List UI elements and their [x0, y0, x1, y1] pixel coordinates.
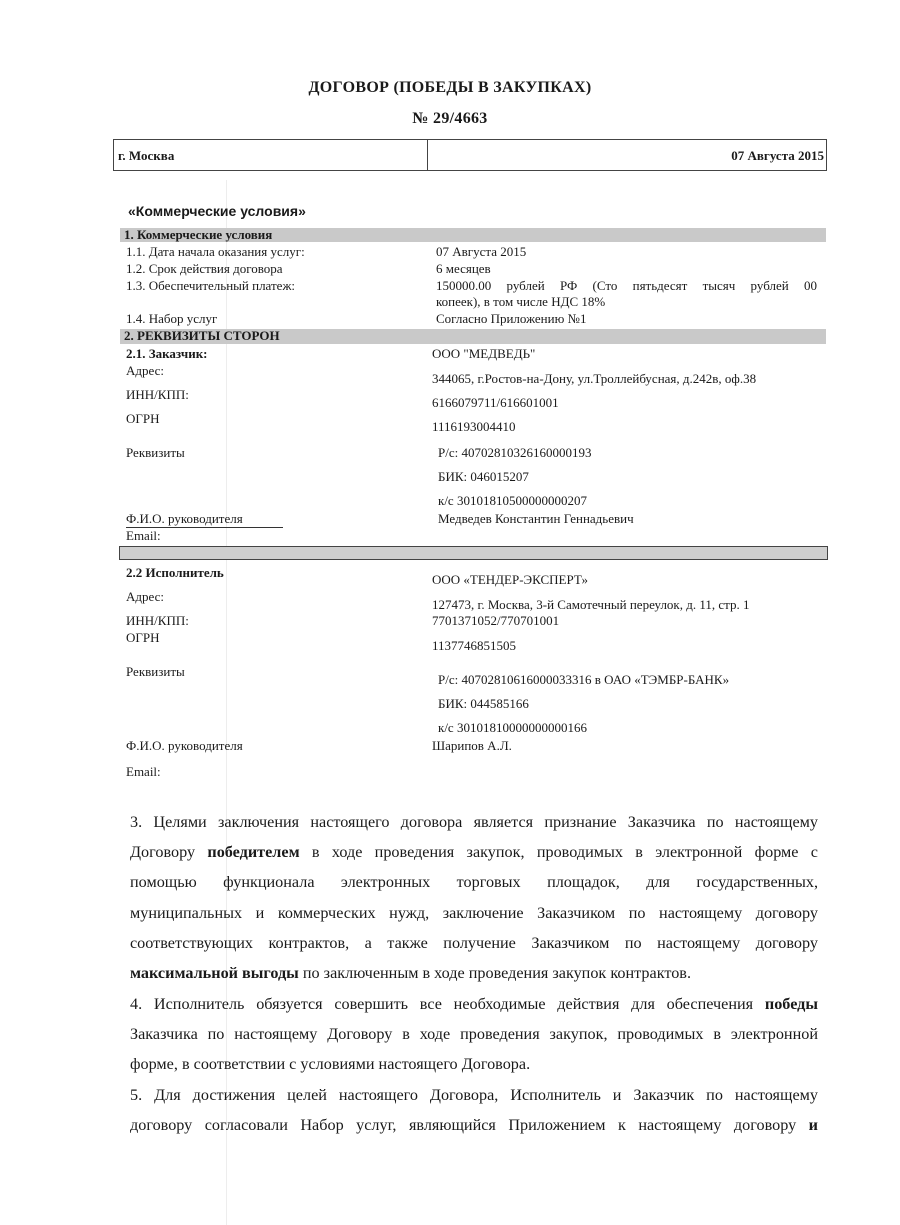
p3-line: 3. Целями заключения настоящего договора является признание Заказчика по настоящему	[130, 813, 818, 831]
contractor-heading: 2.2 Исполнитель	[126, 565, 224, 580]
contractor-inn: 7701371052/770701001	[432, 613, 560, 628]
p4-bold-victory: победы	[764, 995, 818, 1013]
contractor-director: Шарипов А.Л.	[432, 738, 512, 753]
commercial-heading: «Коммерческие условия»	[128, 203, 306, 219]
p3-text: Договору	[130, 843, 208, 862]
p5-line: 5. Для достижения целей настоящего Договора, Исполнитель и Заказчик по настоящему	[130, 1086, 818, 1104]
contractor-bik: БИК: 044585166	[438, 696, 529, 711]
contractor-account: Р/с: 40702810616000033316 в ОАО «ТЭМБР-БАНК»	[438, 672, 730, 687]
p3-line	[130, 837, 818, 867]
row-value-1-3-line2: копеек), в том числе НДС 18%	[436, 294, 606, 309]
customer-account: Р/с: 40702810326160000193	[438, 445, 592, 460]
customer-address: 344065, г.Ростов-на-Дону, ул.Троллейбусная, д.242в, оф.38	[432, 371, 757, 386]
customer-director: Медведев Константин Геннадьевич	[438, 511, 634, 526]
section2-title: 2. РЕКВИЗИТЫ СТОРОН	[124, 328, 280, 343]
paragraph-3	[130, 807, 818, 988]
separator-bar	[119, 546, 828, 560]
customer-ogrn-label: ОГРН	[126, 411, 160, 426]
customer-inn-label: ИНН/КПП:	[126, 387, 189, 402]
customer-name: ООО "МЕДВЕДЬ"	[432, 346, 536, 361]
p3-line: муниципальных и коммерческих нужд, заключение Заказчиком по настоящему договору	[130, 903, 818, 922]
row-value-1-4: Согласно Приложению №1	[436, 311, 587, 326]
customer-email-label: Email:	[126, 528, 161, 543]
p4-line: форме, в соответствии с условиями настоящего Договора.	[130, 1055, 531, 1074]
row-label-1-4: 1.4. Набор услуг	[126, 311, 218, 326]
p5-line	[130, 1110, 818, 1140]
contractor-ogrn-label: ОГРН	[126, 630, 160, 645]
customer-ogrn: 1116193004410	[432, 419, 516, 434]
section1-bar	[120, 228, 826, 242]
row-value-1-3-line1: 150000.00 рублей РФ (Сто пятьдесят тысяч рублей 00	[436, 278, 817, 293]
contractor-ogrn: 1137746851505	[432, 638, 517, 653]
customer-req-label: Реквизиты	[126, 445, 185, 460]
paragraph-4	[130, 989, 818, 1080]
contractor-name: ООО «ТЕНДЕР-ЭКСПЕРТ»	[432, 572, 588, 587]
customer-inn: 6166079711/616601001	[432, 395, 559, 410]
paragraph-5	[130, 1080, 818, 1140]
p3-line: соответствующих контрактов, а также получение Заказчиком по настоящему договору	[130, 933, 818, 952]
document-number: № 29/4663	[412, 110, 488, 127]
p4-text: 4. Исполнитель обязуется совершить все необходимые действия для обеспечения	[130, 995, 765, 1013]
contractor-address-label: Адрес:	[126, 589, 164, 604]
row-label-1-1: 1.1. Дата начала оказания услуг:	[126, 244, 305, 259]
customer-corr-account: к/с 30101810500000000207	[438, 493, 587, 508]
p3-bold-winner: победителем	[207, 843, 300, 862]
contractor-address: 127473, г. Москва, 3-й Самотечный переулок, д. 11, стр. 1	[432, 597, 750, 612]
contractor-inn-label: ИНН/КПП:	[126, 613, 189, 628]
p4-line	[130, 989, 818, 1019]
p3-line: помощью функционала электронных торговых площадок, для государственных,	[130, 873, 818, 892]
customer-heading: 2.1. Заказчик:	[126, 346, 208, 361]
customer-director-label: Ф.И.О. руководителя	[126, 511, 283, 528]
table-divider	[427, 140, 428, 170]
p3-bold-max-benefit: максимальной выгоды	[130, 963, 299, 982]
row-value-1-2: 6 месяцев	[436, 261, 491, 276]
contract-date: 07 Августа 2015	[731, 148, 824, 163]
p4-line: Заказчика по настоящему Договору в ходе проведения закупок, проводимых в электронной	[130, 1025, 818, 1044]
customer-bik: БИК: 046015207	[438, 469, 529, 484]
city: г. Москва	[118, 148, 175, 163]
document-title: ДОГОВОР (ПОБЕДЫ В ЗАКУПКАХ)	[308, 79, 592, 96]
row-value-1-1: 07 Августа 2015	[436, 244, 527, 259]
city-date-table	[113, 139, 827, 171]
p3-text: по заключенным в ходе проведения закупок контрактов.	[298, 963, 691, 982]
contractor-req-label: Реквизиты	[126, 664, 185, 679]
p3-line	[130, 958, 818, 988]
section2-bar	[120, 329, 826, 344]
p3-text: в ходе проведения закупок, проводимых в электронной форме с	[299, 843, 818, 862]
row-label-1-3: 1.3. Обеспечительный платеж:	[126, 278, 296, 293]
customer-address-label: Адрес:	[126, 363, 164, 378]
contractor-corr-account: к/с 30101810000000000166	[438, 720, 587, 735]
section1-title: 1. Коммерческие условия	[124, 227, 273, 242]
p5-text: договору согласовали Набор услуг, являющийся Приложением к настоящему договору	[130, 1116, 809, 1135]
contractor-director-label: Ф.И.О. руководителя	[126, 738, 243, 753]
contractor-email-label: Email:	[126, 764, 161, 779]
row-label-1-2: 1.2. Срок действия договора	[126, 261, 283, 276]
p5-bold-and: и	[808, 1116, 818, 1135]
